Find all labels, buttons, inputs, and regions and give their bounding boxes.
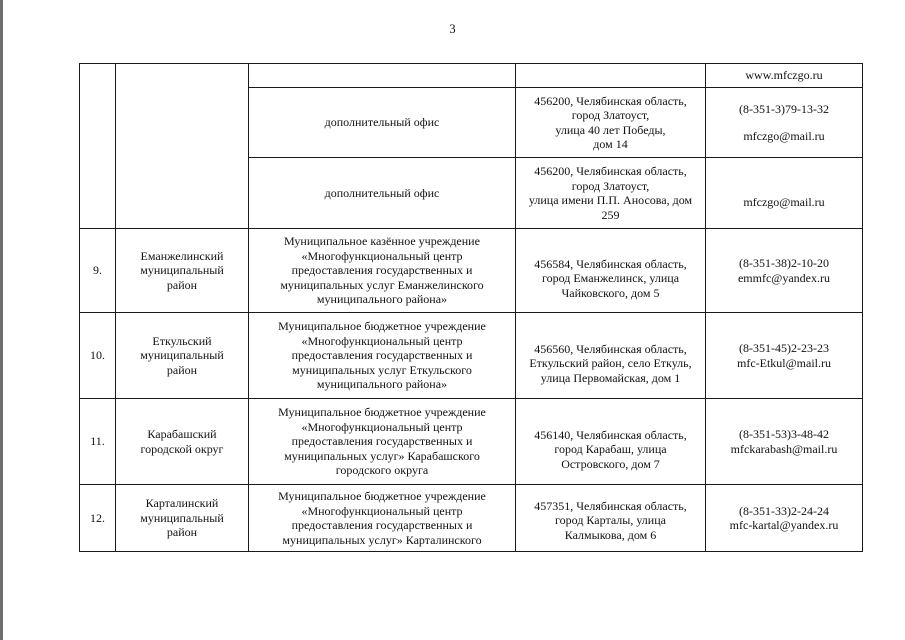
area-cell [116,64,249,229]
contact-cell [706,158,863,229]
area-cell: Карабашский городской округ [116,399,249,485]
contact-cell [706,313,863,399]
organization-cell: дополнительный офис [249,158,516,229]
row-number-cell: 10. [80,313,116,399]
contact-cell [706,64,863,88]
row-number-cell [80,64,116,229]
row-number-cell: 12. [80,485,116,552]
address-cell: 456200, Челябинская область, город Златоуст, улица имени П.П. Аносова, дом 259 [516,158,706,229]
contact-cell [706,88,863,158]
email-text: emmfc@yandex.ru [737,270,830,285]
organization-cell: дополнительный офис [249,88,516,158]
email-text: mfckarabash@mail.ru [730,441,838,456]
table-row [80,229,863,313]
email-text: mfc-kartal@yandex.ru [729,518,839,532]
row-number-cell: 11. [80,399,116,485]
page-number: 3 [449,22,456,36]
row-number-cell: 9. [80,229,116,313]
address-cell: 456200, Челябинская область, город Златоуст, улица 40 лет Победы, дом 14 [516,88,706,158]
contact-cell [706,485,863,552]
organization-cell: Муниципальное казённое учреждение «Многофункциональный центр предоставления государственных и муниципальных услуг Еманжелинского муниципального района» [249,229,516,313]
address-cell [516,64,706,88]
address-cell: 457351, Челябинская область, город Карталы, улица Калмыкова, дом 6 [516,485,706,552]
email-text: mfczgo@mail.ru [743,194,825,209]
phone-text: (8-351-53)3-48-42 [739,427,829,441]
email-text: mfczgo@mail.ru [743,128,825,143]
organization-cell: Муниципальное бюджетное учреждение «Многофункциональный центр предоставления государственных и муниципальных услуг» Карабашского городского округа [249,399,516,485]
contact-cell [706,399,863,485]
mfc-table [79,63,863,552]
phone-text: (8-351-38)2-10-20 [739,256,829,270]
address-cell: 456140, Челябинская область, город Карабаш, улица Островского, дом 7 [516,399,706,485]
address-cell: 456584, Челябинская область, город Еманжелинск, улица Чайковского, дом 5 [516,229,706,313]
phone-text: (8-351-33)2-24-24 [739,503,829,518]
organization-cell: Муниципальное бюджетное учреждение «Многофункциональный центр предоставления государственных и муниципальных услуг Еткульского муниципального района» [249,313,516,399]
scan-left-edge [0,0,3,640]
phone-text: (8-351-3)79-13-32 [739,102,829,116]
table-row [80,313,863,399]
phone-text: (8-351-45)2-23-23 [739,341,829,355]
organization-cell: Муниципальное бюджетное учреждение «Многофункциональный центр предоставления государственных и муниципальных услуг» Карталинского [249,485,516,552]
area-cell: Карталинский муниципальный район [116,485,249,552]
table-row [80,399,863,485]
table-row [80,64,863,88]
table-row [80,485,863,552]
website-text: www.mfczgo.ru [745,68,823,83]
contact-cell [706,229,863,313]
area-cell: Еманжелинский муниципальный район [116,229,249,313]
organization-cell [249,64,516,88]
area-cell: Еткульский муниципальный район [116,313,249,399]
email-text: mfc-Etkul@mail.ru [736,355,832,370]
address-cell: 456560, Челябинская область, Еткульский район, село Еткуль, улица Первомайская, дом 1 [516,313,706,399]
